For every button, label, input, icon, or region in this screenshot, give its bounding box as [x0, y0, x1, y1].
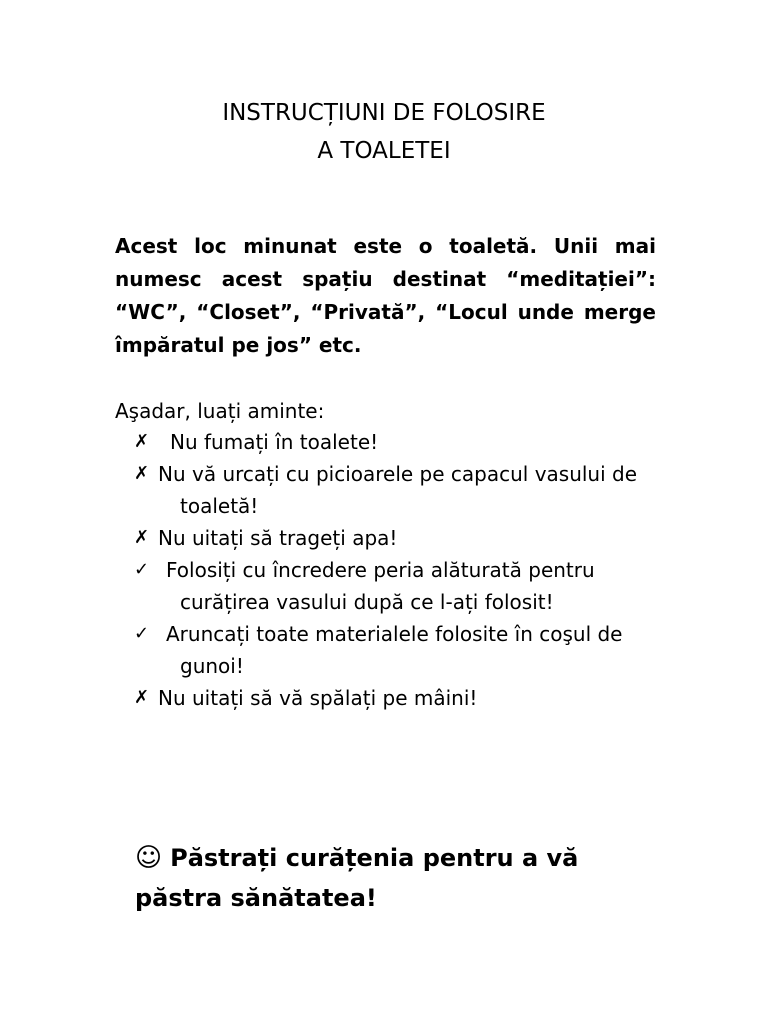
rules-lead-text: Aşadar, luați aminte:: [115, 399, 325, 423]
rule-text-continued: toaletă!: [180, 494, 259, 518]
title-line-2: A TOALETEI: [317, 138, 451, 164]
rule-item-flush: [134, 522, 656, 554]
closing-text: Păstrați curățenia pentru a vă păstra sănătatea!: [135, 844, 579, 912]
cross-mark-icon: ✗: [134, 463, 150, 484]
rule-text: Folosiți cu încredere peria alăturată pentru: [166, 558, 595, 582]
rule-item-no-smoking: [134, 426, 656, 458]
rules-list: [134, 426, 656, 714]
rule-item-use-brush: [134, 554, 656, 618]
closing-message: [135, 838, 655, 918]
rule-text-continued: gunoi!: [180, 654, 244, 678]
rule-text-continued: curățirea vasului după ce l-ați folosit!: [180, 590, 554, 614]
rule-text: Aruncați toate materialele folosite în coşul de: [166, 622, 623, 646]
check-mark-icon: ✓: [134, 623, 150, 644]
cross-mark-icon: ✗: [134, 431, 150, 452]
rule-text: Nu fumați în toalete!: [170, 430, 379, 454]
rule-text: Nu uitați să trageți apa!: [158, 526, 398, 550]
title-line-1: INSTRUCȚIUNI DE FOLOSIRE: [222, 100, 546, 126]
rule-item-throw-materials: [134, 618, 656, 682]
cross-mark-icon: ✗: [134, 527, 150, 548]
check-mark-icon: ✓: [134, 559, 150, 580]
rule-item-no-standing-on-lid: [134, 458, 656, 522]
smiley-face-icon: ☺: [135, 843, 163, 873]
cross-mark-icon: ✗: [134, 687, 150, 708]
rule-text: Nu uitați să vă spălați pe mâini!: [158, 686, 478, 710]
rule-item-wash-hands: [134, 682, 656, 714]
rule-text: Nu vă urcați cu picioarele pe capacul vasului de: [158, 462, 638, 486]
intro-paragraph: Acest loc minunat este o toaletă. Unii mai numesc acest spațiu destinat “meditației”: “WC”, “Closet”, “Privată”, “Locul unde merge împăratul pe jos” etc.: [115, 234, 656, 357]
